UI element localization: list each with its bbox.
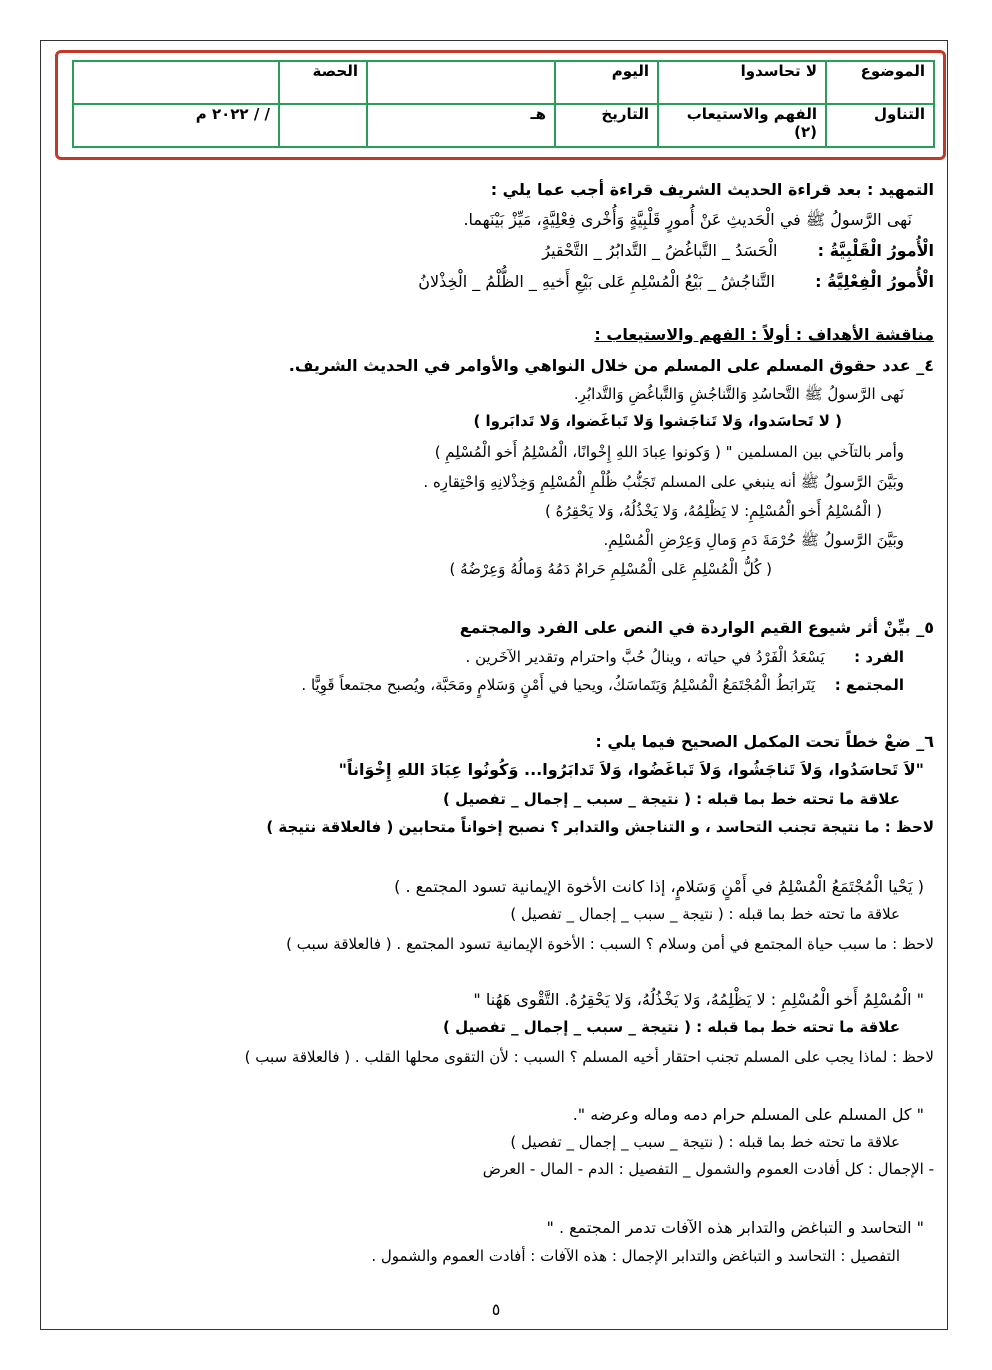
q6-title: ٦_ ضعْ خطاً تحت المكمل الصحيح فيما يلي : — [595, 732, 934, 751]
q6-relation: علاقة ما تحته خط بما قبله : ( نتيجة _ سبب _ إجمال _ تفصيل ) — [510, 905, 900, 923]
scope-label: التناول — [826, 104, 934, 147]
hijri-date: هـ — [367, 104, 555, 147]
intro-instruction: التمهيد : بعد قراءة الحديث الشريف قراءة أجب عما يلي : — [490, 180, 934, 199]
day-value — [367, 61, 555, 104]
day-label: اليوم — [555, 61, 658, 104]
q4-item: وأمر بالتآخي بين المسلمين " ( وَكونوا عِبادَ اللهِ إِخْوانًا، الْمُسْلِمُ أَخو الْمُسْلِمِ ) — [434, 443, 904, 461]
scope-value: الفهم والاستيعاب (٢) — [658, 104, 826, 147]
page-number: ٥ — [491, 1300, 501, 1319]
subject-label: الموضوع — [826, 61, 934, 104]
action-matters-value: التَّناجُشُ _ بَيْعُ الْمُسْلِمِ عَلى بَيْعِ أَخيهِ _ الظُّلْمُ _ الْخِذْلانُ — [418, 272, 775, 291]
q6-quote: "لاَ تَحاسَدُوا، وَلاَ تَناجَشُوا، وَلاَ تَباغَضُوا، وَلاَ تَدابَرُوا... وَكُونُوا عِبَادَ اللهِ إِخْوَاناً" — [338, 760, 924, 779]
q6-quote: ( يَحْيا الْمُجْتَمَعُ الْمُسْلِمُ في أَمْنٍ وَسَلامٍ، إذا كانت الأخوة الإيمانية تسود المجتمع . ) — [394, 877, 924, 896]
individual-label: الفرد : — [854, 648, 904, 666]
q6-relation: علاقة ما تحته خط بما قبله : ( نتيجة _ سبب _ إجمال _ تفصيل ) — [510, 1133, 900, 1151]
society-value: يَتَرابَطُ الْمُجْتَمَعُ الْمُسْلِمُ وَيَتَماسَكُ، ويحيا في أَمْنٍ وَسَلامٍ ومَحَبَّة، ويُصبح مجتمعاً قَوِيًّا . — [301, 676, 816, 694]
intro-question: نَهى الرَّسولُ ﷺ في الْحَديثِ عَنْ أُمورٍ قَلْبِيَّةٍ وَأُخْرى فِعْلِيَّةٍ، مَيِّزْ بَيْنَهما. — [463, 210, 912, 229]
q4-item: وبَيَّنَ الرَّسولُ ﷺ أنه ينبغي على المسلم تَجَنُّبُ ظُلْمِ الْمُسْلِمِ وَخِذْلانِهِ وَاحْتِقارِه . — [423, 473, 904, 491]
gregorian-date: / / ٢٠٢٢ م — [73, 104, 279, 147]
period-value — [73, 61, 279, 104]
q6-relation: علاقة ما تحته خط بما قبله : ( نتيجة _ سبب _ إجمال _ تفصيل ) — [443, 790, 900, 808]
q6-note: - الإجمال : كل أفادت العموم والشمول _ التفصيل : الدم - المال - العرض — [482, 1160, 934, 1178]
q4-title: ٤_ عدد حقوق المسلم على المسلم من خلال النواهي والأوامر في الحديث الشريف. — [288, 356, 934, 375]
section-title: مناقشة الأهداف : أولاً : الفهم والاستيعاب : — [594, 325, 934, 344]
action-matters-label: الْأُمورُ الْفِعْلِيَّةُ : — [815, 272, 934, 291]
q4-item: ( الْمُسْلِمُ أَخو الْمُسْلِمِ: لا يَظْلِمُهُ، وَلا يَخْذُلُهُ، وَلا يَحْقِرُهُ ) — [544, 502, 882, 520]
q4-item: نَهى الرَّسولُ ﷺ التَّحاسُدِ وَالتَّناجُشِ وَالتَّباغُضِ وَالتَّدابُرِ. — [573, 385, 904, 403]
date-label: التاريخ — [555, 104, 658, 147]
date-blank — [279, 104, 367, 147]
q6-note: لاحظ : ما نتيجة تجنب التحاسد ، و التناجش والتدابر ؟ نصبح إخواناً متحابين ( فالعلاقة نتيجة ) — [266, 818, 934, 836]
lesson-header-table — [72, 60, 935, 148]
q4-item: ( لا تَحاسَدوا، وَلا تَناجَشوا وَلا تَباغَضوا، وَلا تَدابَروا ) — [473, 412, 842, 430]
society-label: المجتمع : — [834, 676, 904, 694]
q6-quote: " الْمُسْلِمُ أَخو الْمُسْلِمِ : لا يَظْلِمُهُ، وَلا يَخْذُلُهُ، وَلا يَحْقِرُهُ. التَّقْوى هَهُنا " — [473, 990, 924, 1009]
q6-note: التفصيل : التحاسد و التباغض والتدابر الإجمال : هذه الآفات : أفادت العموم والشمول . — [371, 1247, 900, 1265]
individual-value: يَسْعَدُ الْفَرْدُ في حياته ، وينالُ حُبَّ واحترام وتقدير الآخَرين . — [465, 648, 825, 666]
q4-item: وبَيَّنَ الرَّسولُ ﷺ حُرْمَةَ دَمِ وَمالِ وَعِرْضِ الْمُسْلِمِ. — [603, 531, 904, 549]
q4-item: ( كُلُّ الْمُسْلِمِ عَلى الْمُسْلِمِ حَرامٌ دَمُهُ وَمالُهُ وَعِرْضُهُ ) — [449, 560, 772, 578]
heart-matters-value: الْحَسَدُ _ التَّباغُضُ _ التَّدابُرُ _ التَّحْقيرُ — [542, 241, 778, 260]
q6-quote: " التحاسد و التباغض والتدابر هذه الآفات تدمر المجتمع . " — [546, 1218, 924, 1237]
q6-quote: " كل المسلم على المسلم حرام دمه وماله وعرضه ". — [572, 1105, 924, 1124]
period-label: الحصة — [279, 61, 367, 104]
q5-title: ٥_ بيِّنْ أثر شيوع القيم الواردة في النص على الفرد والمجتمع — [459, 618, 934, 637]
heart-matters-label: الْأُمورُ الْقَلْبِيَّةُ : — [817, 241, 934, 260]
q6-note: لاحظ : لماذا يجب على المسلم تجنب احتقار أخيه المسلم ؟ السبب : لأن التقوى محلها القلب . ( فالعلاقة سبب ) — [244, 1048, 934, 1066]
q6-note: لاحظ : ما سبب حياة المجتمع في أمن وسلام ؟ السبب : الأخوة الإيمانية تسود المجتمع . ( فالعلاقة سبب ) — [286, 935, 934, 953]
subject-value: لا تحاسدوا — [658, 61, 826, 104]
q6-relation: علاقة ما تحته خط بما قبله : ( نتيجة _ سبب _ إجمال _ تفصيل ) — [443, 1018, 900, 1036]
